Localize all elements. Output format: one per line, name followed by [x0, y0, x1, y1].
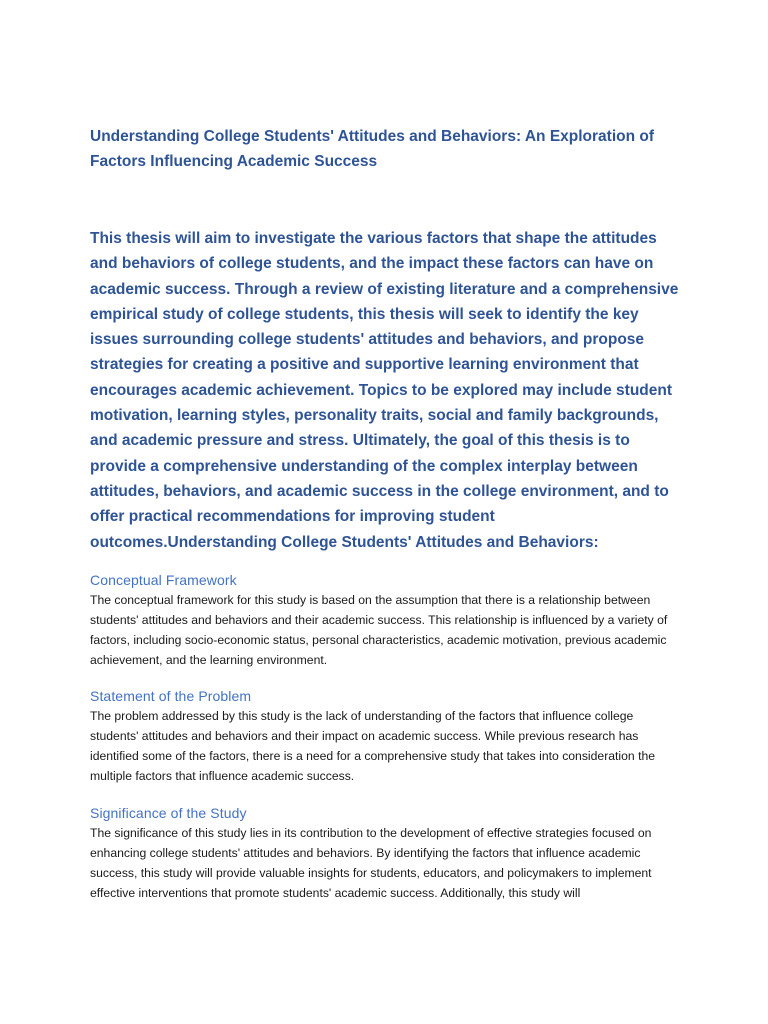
section-body: The problem addressed by this study is the lack of understanding of the factors that influence college students' attitudes and behaviors and their impact on academic success. While previous research has identified some of the factors, there is a need for a comprehensive study that takes into consideration the multiple factors that influence academic success. — [90, 709, 656, 783]
section-conceptual-framework — [90, 570, 680, 670]
section-statement-of-problem — [90, 686, 680, 786]
section-heading: Significance of the Study — [90, 805, 247, 821]
section-heading: Conceptual Framework — [90, 572, 237, 588]
abstract-paragraph: This thesis will aim to investigate the various factors that shape the attitudes and behaviors of college students, and the impact these factors can have on academic success. Through a review of existing literature and a comprehensive empirical study of college students, this thesis will seek to identify the key issues surrounding college students' attitudes and behaviors, and propose strategies for creating a positive and supportive learning environment that encourages academic achievement. Topics to be explored may include student motivation, learning styles, personality traits, social and family backgrounds, and academic pressure and stress. Ultimately, the goal of this thesis is to provide a comprehensive understanding of the complex interplay between attitudes, behaviors, and academic success in the college environment, and to offer practical recommendations for improving student outcomes.Understanding College Students' Attitudes and Behaviors: — [90, 230, 679, 551]
section-heading: Statement of the Problem — [90, 688, 252, 704]
section-body: The conceptual framework for this study is based on the assumption that there is a relationship between students' attitudes and behaviors and their academic success. This relationship is influenced by a variety of factors, including socio-economic status, personal characteristics, academic motivation, previous academic achievement, and the learning environment. — [90, 593, 668, 667]
section-body: The significance of this study lies in its contribution to the development of effective strategies focused on enhancing college students' attitudes and behaviors. By identifying the factors that influence academic success, this study will provide valuable insights for students, educators, and policymakers to implement effective interventions that promote students' academic success. Additionally, this study will — [90, 826, 652, 900]
section-significance-of-study — [90, 803, 680, 903]
document-title: Understanding College Students' Attitudes and Behaviors: An Exploration of Factors Influencing Academic Success — [90, 128, 655, 170]
